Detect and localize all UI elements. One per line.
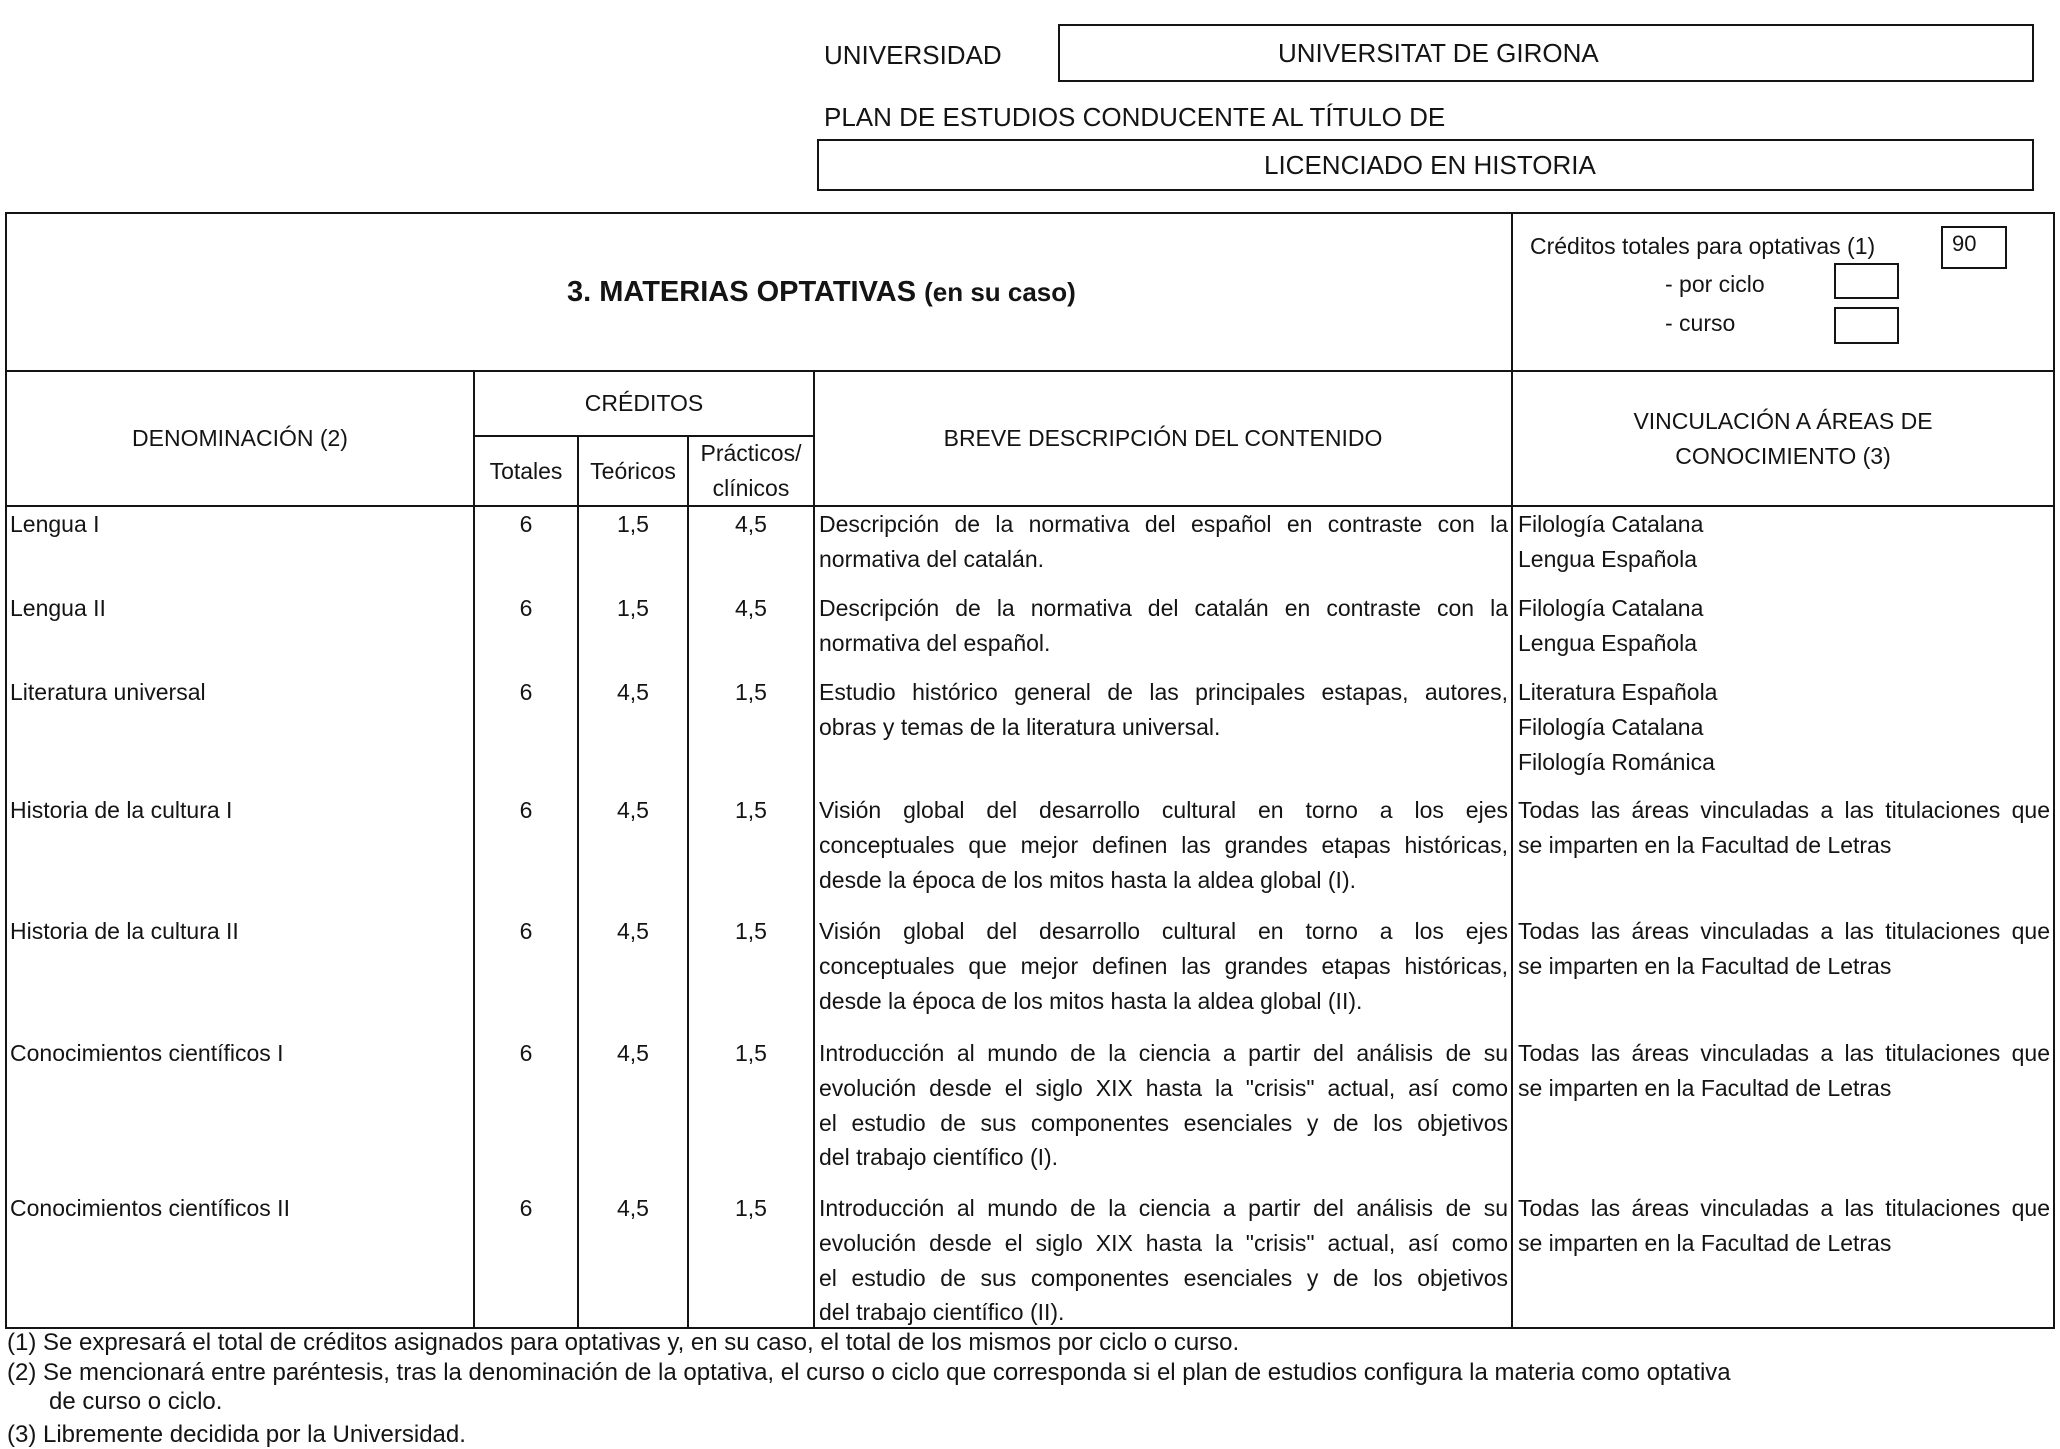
column-header-descripcion-label: BREVE DESCRIPCIÓN DEL CONTENIDO <box>943 425 1383 452</box>
descripcion-line: Introducción al mundo de la ciencia a partir del análisis de su <box>819 1040 1508 1066</box>
descripcion-line: evolución desde el siglo XIX hasta la "crisis" actual, así como <box>819 1229 1508 1256</box>
denominacion-cell: Historia de la cultura I <box>7 793 475 914</box>
vinculacion-cell <box>1513 675 2053 793</box>
descripcion-line: evolución desde el siglo XIX hasta la "crisis" actual, así como <box>819 1074 1508 1101</box>
descripcion-cell <box>815 507 1513 591</box>
vinculacion-cell <box>1513 1191 2053 1327</box>
vinculacion-line: se imparten en la Facultad de Letras <box>1518 831 1892 858</box>
creditos-teoricos-cell: 4,5 <box>579 914 689 1036</box>
creditos-practicos-cell: 4,5 <box>689 591 815 675</box>
creditos-totales-cell: 6 <box>475 793 579 914</box>
creditos-teoricos-cell: 1,5 <box>579 591 689 675</box>
creditos-totales-cell: 6 <box>475 914 579 1036</box>
creditos-totales-value: 90 <box>1952 231 1977 256</box>
vinculacion-line: Literatura Española <box>1518 679 1718 705</box>
descripcion-line: conceptuales que mejor definen las grandes etapas históricas, <box>819 952 1508 979</box>
creditos-practicos-cell: 1,5 <box>689 914 815 1036</box>
section-title-main: 3. MATERIAS OPTATIVAS <box>567 275 917 308</box>
vinculacion-line: se imparten en la Facultad de Letras <box>1518 1074 1892 1101</box>
column-header-practicos-line: Prácticos/ <box>700 440 802 467</box>
descripcion-line: Estudio histórico general de las principales estapas, autores, <box>819 679 1508 705</box>
column-header-denominacion <box>7 372 475 507</box>
creditos-totales-box <box>1941 226 2007 269</box>
creditos-totales-cell: 6 <box>475 591 579 675</box>
creditos-totales-cell: 6 <box>475 675 579 793</box>
denominacion-cell: Lengua II <box>7 591 475 675</box>
descripcion-cell <box>815 675 1513 793</box>
curso-label: - curso <box>1665 310 1736 336</box>
column-header-creditos-label: CRÉDITOS <box>584 390 704 417</box>
creditos-practicos-cell: 1,5 <box>689 1036 815 1191</box>
creditos-teoricos-cell: 4,5 <box>579 675 689 793</box>
vinculacion-line: se imparten en la Facultad de Letras <box>1518 952 1892 979</box>
section-title <box>7 214 1513 372</box>
column-header-practicos <box>689 437 815 507</box>
section-title-sub: (en su caso) <box>924 276 1076 307</box>
column-header-vinculacion-line: CONOCIMIENTO (3) <box>1675 442 1891 469</box>
creditos-teoricos-cell: 4,5 <box>579 1191 689 1327</box>
creditos-teoricos-cell: 4,5 <box>579 1036 689 1191</box>
column-header-vinculacion <box>1513 372 2053 507</box>
column-header-practicos-line: clínicos <box>712 475 790 501</box>
creditos-totales-cell: 6 <box>475 1191 579 1327</box>
vinculacion-cell <box>1513 914 2053 1036</box>
denominacion-cell: Literatura universal <box>7 675 475 793</box>
universidad-value: UNIVERSITAT DE GIRONA <box>1278 38 1599 68</box>
creditos-practicos-cell: 4,5 <box>689 507 815 591</box>
descripcion-cell <box>815 793 1513 914</box>
por-ciclo-label: - por ciclo <box>1665 271 1765 297</box>
descripcion-line: Descripción de la normativa del catalán en contraste con la <box>819 595 1508 621</box>
footnote-2: (2) Se mencionará entre paréntesis, tras la denominación de la optativa, el curso o ciclo que corresponda si el plan de estudios configura la materia como optativa <box>7 1359 1731 1386</box>
denominacion-cell: Lengua I <box>7 507 475 591</box>
column-header-teoricos-label: Teóricos <box>590 457 676 484</box>
descripcion-line: Visión global del desarrollo cultural en torno a los ejes <box>819 918 1508 944</box>
por-ciclo-box <box>1834 263 1899 299</box>
vinculacion-line: Lengua Española <box>1518 545 1698 572</box>
descripcion-line: Descripción de la normativa del español en contraste con la <box>819 511 1508 537</box>
descripcion-line: desde la época de los mitos hasta la aldea global (I). <box>819 866 1356 893</box>
creditos-totales-cell: 6 <box>475 507 579 591</box>
creditos-totales-label: Créditos totales para optativas (1) <box>1530 233 1876 259</box>
titulo-box <box>817 139 2034 191</box>
denominacion-cell: Conocimientos científicos I <box>7 1036 475 1191</box>
column-header-totales <box>475 437 579 507</box>
descripcion-line: conceptuales que mejor definen las grandes etapas históricas, <box>819 831 1508 858</box>
creditos-practicos-cell: 1,5 <box>689 675 815 793</box>
vinculacion-line: Filología Románica <box>1518 748 1715 775</box>
descripcion-line: desde la época de los mitos hasta la aldea global (II). <box>819 987 1363 1014</box>
vinculacion-line: Todas las áreas vinculadas a las titulaciones que <box>1518 918 2050 944</box>
curso-box <box>1834 307 1899 344</box>
vinculacion-line: Todas las áreas vinculadas a las titulaciones que <box>1518 797 2050 823</box>
denominacion-cell: Conocimientos científicos II <box>7 1191 475 1327</box>
vinculacion-cell <box>1513 507 2053 591</box>
vinculacion-line: Lengua Española <box>1518 629 1698 656</box>
descripcion-line: normativa del español. <box>819 629 1051 656</box>
plan-label: PLAN DE ESTUDIOS CONDUCENTE AL TÍTULO DE <box>824 102 1446 132</box>
creditos-totales-cell: 6 <box>475 1036 579 1191</box>
universidad-label: UNIVERSIDAD <box>824 40 1002 70</box>
column-header-creditos <box>475 372 815 437</box>
column-header-totales-label: Totales <box>489 457 563 484</box>
vinculacion-cell <box>1513 793 2053 914</box>
vinculacion-cell <box>1513 591 2053 675</box>
descripcion-line: Introducción al mundo de la ciencia a partir del análisis de su <box>819 1195 1508 1221</box>
column-header-vinculacion-line: VINCULACIÓN A ÁREAS DE <box>1633 407 1933 434</box>
descripcion-cell <box>815 914 1513 1036</box>
denominacion-cell: Historia de la cultura II <box>7 914 475 1036</box>
vinculacion-line: Filología Catalana <box>1518 511 1704 537</box>
descripcion-cell <box>815 1191 1513 1327</box>
column-header-teoricos <box>579 437 689 507</box>
footnote-1: (1) Se expresará el total de créditos asignados para optativas y, en su caso, el total de los mismos por ciclo o curso. <box>7 1329 1240 1356</box>
creditos-teoricos-cell: 1,5 <box>579 507 689 591</box>
vinculacion-line: Todas las áreas vinculadas a las titulaciones que <box>1518 1040 2050 1066</box>
vinculacion-line: Todas las áreas vinculadas a las titulaciones que <box>1518 1195 2050 1221</box>
creditos-practicos-cell: 1,5 <box>689 1191 815 1327</box>
materias-optativas-table <box>5 212 2055 1329</box>
creditos-totales-panel <box>1513 214 2053 372</box>
titulo-value: LICENCIADO EN HISTORIA <box>1264 150 1596 180</box>
column-header-descripcion <box>815 372 1513 507</box>
vinculacion-line: Filología Catalana <box>1518 713 1704 740</box>
descripcion-cell <box>815 591 1513 675</box>
descripcion-line: el estudio de sus componentes esenciales y de los objetivos <box>819 1109 1508 1136</box>
universidad-box <box>1058 24 2034 82</box>
vinculacion-line: Filología Catalana <box>1518 595 1704 621</box>
vinculacion-cell <box>1513 1036 2053 1191</box>
vinculacion-line: se imparten en la Facultad de Letras <box>1518 1229 1892 1256</box>
descripcion-line: normativa del catalán. <box>819 545 1045 572</box>
descripcion-line: Visión global del desarrollo cultural en torno a los ejes <box>819 797 1508 823</box>
creditos-practicos-cell: 1,5 <box>689 793 815 914</box>
creditos-teoricos-cell: 4,5 <box>579 793 689 914</box>
descripcion-line: el estudio de sus componentes esenciales y de los objetivos <box>819 1264 1508 1291</box>
footnote-3: (3) Libremente decidida por la Universidad. <box>7 1421 466 1448</box>
footnote-2-continuation: de curso o ciclo. <box>49 1388 223 1415</box>
descripcion-line: del trabajo científico (II). <box>819 1299 1065 1326</box>
descripcion-cell <box>815 1036 1513 1191</box>
descripcion-line: obras y temas de la literatura universal. <box>819 713 1221 740</box>
descripcion-line: del trabajo científico (I). <box>819 1144 1059 1171</box>
column-header-denominacion-label: DENOMINACIÓN (2) <box>132 425 348 452</box>
